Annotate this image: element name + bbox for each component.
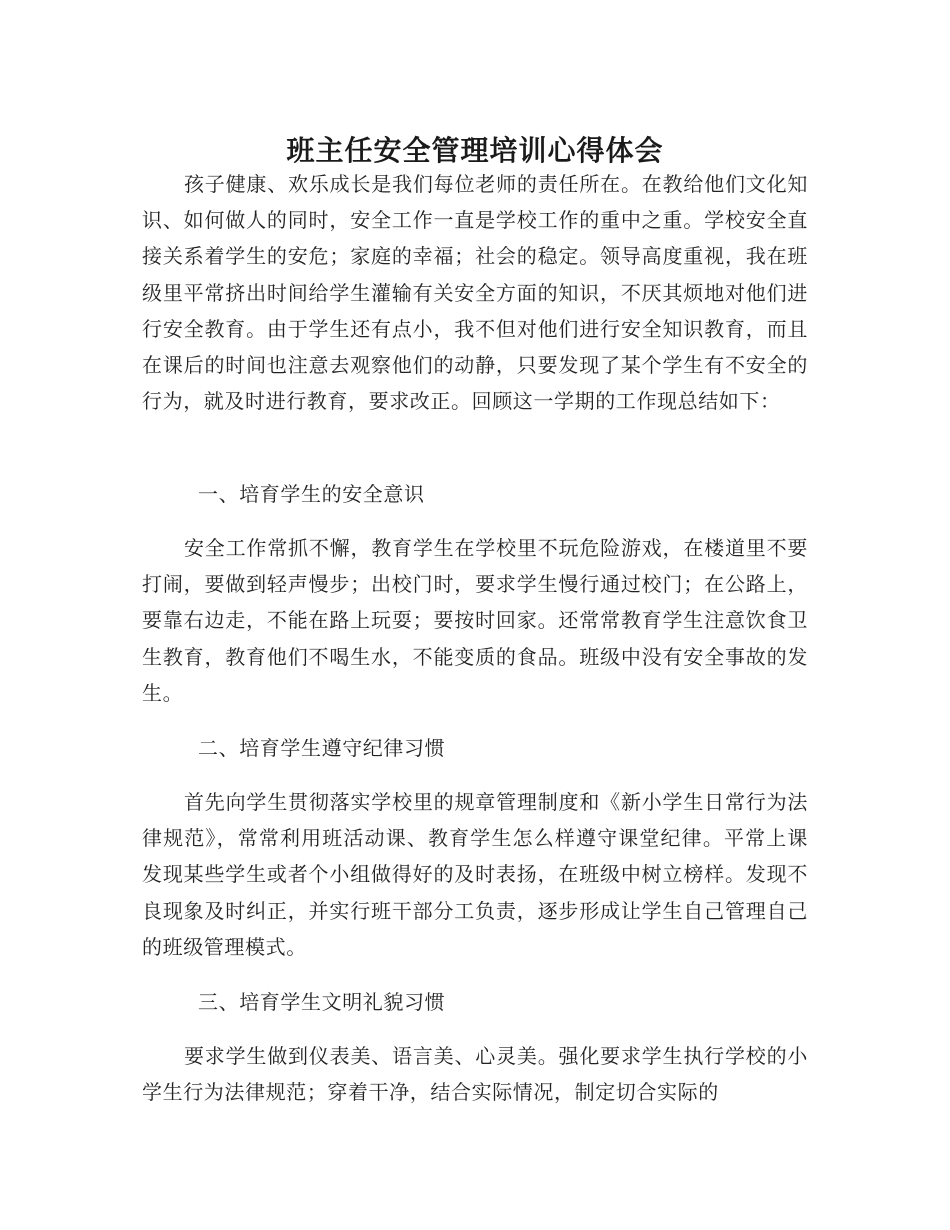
- section-paragraph-1: 安全工作常抓不懈，教育学生在学校里不玩危险游戏，在楼道里不要打闹，要做到轻声慢步；出校门时，要求学生慢行通过校门；在公路上，要靠右边走，不能在路上玩耍；要按时回家。还常常教育学生注意饮食卫生教育，教育他们不喝生水，不能变质的食品。班级中没有安全事故的发生。: [142, 536, 808, 705]
- intro-paragraph: 孩子健康、欢乐成长是我们每位老师的责任所在。在教给他们文化知识、如何做人的同时，安全工作一直是学校工作的重中之重。学校安全直接关系着学生的安危；家庭的幸福；社会的稳定。领导高度重视，我在班级里平常挤出时间给学生灌输有关安全方面的知识，不厌其烦地对他们进行安全教育。由于学生还有点小，我不但对他们进行安全知识教育，而且在课后的时间也注意去观察他们的动静，只要发现了某个学生有不安全的行为，就及时进行教育，要求改正。回顾这一学期的工作现总结如下：: [142, 172, 808, 414]
- section-paragraph-3: 要求学生做到仪表美、语言美、心灵美。强化要求学生执行学校的小学生行为法律规范；穿着干净，结合实际情况，制定切合实际的: [142, 1044, 808, 1105]
- document-title: 班主任安全管理培训心得体会: [286, 133, 664, 167]
- section-heading-3: 三、培育学生文明礼貌习惯: [198, 990, 446, 1014]
- section-heading-1: 一、培育学生的安全意识: [198, 482, 425, 506]
- section-heading-2: 二、培育学生遵守纪律习惯: [198, 736, 446, 760]
- section-paragraph-2: 首先向学生贯彻落实学校里的规章管理制度和《新小学生日常行为法律规范》，常常利用班活动课、教育学生怎么样遵守课堂纪律。平常上课发现某些学生或者个小组做得好的及时表扬，在班级中树立榜样。发现不良现象及时纠正，并实行班干部分工负责，逐步形成让学生自己管理自己的班级管理模式。: [142, 790, 808, 959]
